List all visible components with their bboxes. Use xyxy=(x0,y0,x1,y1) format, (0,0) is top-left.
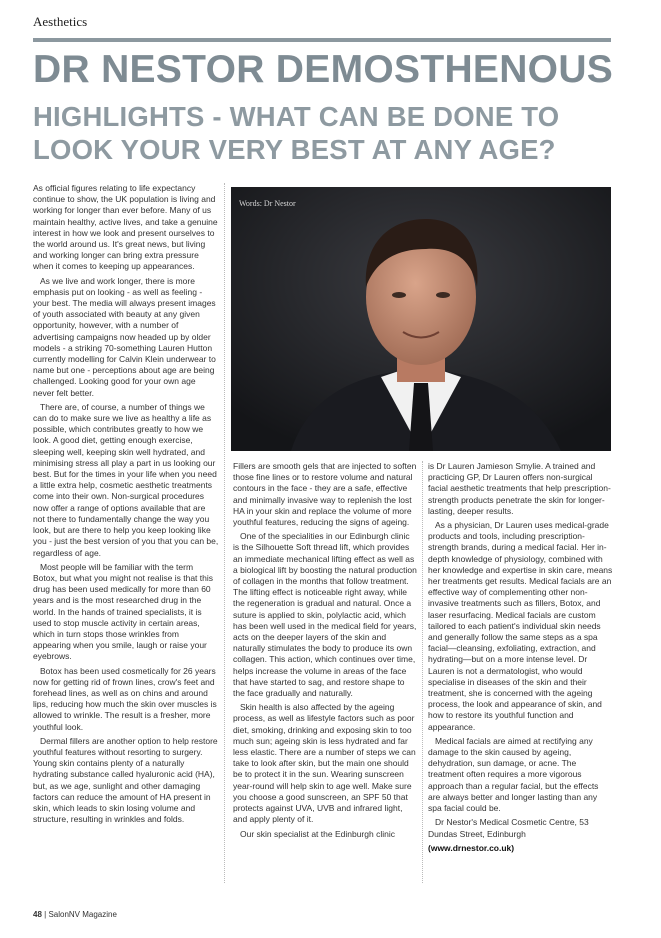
paragraph: Botox has been used cosmetically for 26 years now for getting rid of frown lines, crow's feet and forehead lines, as well as on chins and around lips, reducing how much the skin over muscles is allowed to wrinkle. The result is a fresher, more youthful look. xyxy=(33,665,217,732)
article-column-3 xyxy=(428,461,613,854)
magazine-name: SalonNV Magazine xyxy=(48,910,117,919)
article-column-1 xyxy=(33,183,219,828)
subtitle-line: LOOK YOUR VERY BEST AT ANY AGE? xyxy=(33,134,556,165)
paragraph: Fillers are smooth gels that are injected to soften those fine lines or to restore volume and natural contours in the face - they are a safe, effective and minimally invasive way to replenish the lost HA in your skin and replace the volume of more youthful features, reducing the signs of ageing. xyxy=(233,461,417,528)
subtitle-line: HIGHLIGHTS - WHAT CAN BE DONE TO xyxy=(33,101,560,132)
portrait-illustration xyxy=(231,187,611,451)
column-divider xyxy=(224,183,225,883)
page-number: 48 xyxy=(33,910,42,919)
portrait-photo xyxy=(231,187,611,451)
paragraph: As a physician, Dr Lauren uses medical-grade products and tools, including prescription-strength brands, during a medical facial. Her in-depth knowledge of physiology, combined with her knowledge and expertise in skin care, means her treatments get results. Medical facials are an effective way of complementing other non-invasive treatments such as fillers, Botox, and laser resurfacing. Medical facials are custom tailored to each patient's individual skin needs and generally follow the same steps as a spa facial—cleansing, exfoliating, extraction, and hydrating—but on a more intense level. Dr Lauren is not a dermatologist, who would specialise in diseases of the skin and their treatment, she is concerned with the ageing process, the look and appearance of skin, and how to restore its youthful function and appearance. xyxy=(428,520,613,732)
paragraph: Dermal fillers are another option to help restore youthful features without resorting to surgery. Young skin contains plenty of a naturally hydrating substance called hyaluronic acid (HA), but, as we age, sunlight and other damaging factors can reduce the amount of HA present in skin, which leads to skin losing volume and structure, resulting in wrinkles and folds. xyxy=(33,735,218,825)
page-title: DR NESTOR DEMOSTHENOUS xyxy=(33,48,614,91)
section-label: Aesthetics xyxy=(33,14,88,29)
paragraph: As official figures relating to life expectancy continue to show, the UK population is living and working for longer than ever before. Many of us maintain healthy, active lives, and take a genuine interest in how we look and present ourselves to the world around us. It's great news, but living and working longer can bring extra pressure when it comes to keeping up appearances. xyxy=(33,183,218,272)
paragraph: is Dr Lauren Jamieson Smylie. A trained and practicing GP, Dr Lauren offers non-surgical facial aesthetic treatments that help prescription-strength products penetrate the skin for longer-lasting, deeper results. xyxy=(428,461,611,516)
paragraph: Most people will be familiar with the term Botox, but what you might not realise is that this drug has been used medically for more than 60 years and is the most researched drug in the world. In the hands of trained specialists, it is used to stop muscle activity in certain areas, which in turn stops those wrinkles from appearing when you smile, laugh or raise your eyebrows. xyxy=(33,561,214,662)
paragraph: Skin health is also affected by the ageing process, as well as lifestyle factors such as poor diet, smoking, drinking and exposing skin to too much sun; ageing skin is less hydrated and far less elastic. There are a number of steps we can take to look after skin, but the main one should be to protect it in the sun. Wearing sunscreen year-round will help skin to age well. Make sure you choose a good sunscreen, an SPF 50 that protects against UVA, UVB and infrared light, and apply plenty of it. xyxy=(233,702,416,825)
website-link[interactable]: (www.drnestor.co.uk) xyxy=(428,842,515,853)
paragraph: There are, of course, a number of things we can do to make sure we live as healthy a life as possible, which contributes greatly to how we look. A good diet, getting enough exercise, sleeping well, keeping skin well hydrated, and minimising stress all play a part in us looking our best. But for the times in your life when you need a little extra help, cosmetic aesthetic treatments come into their own. Non-surgical procedures now offer a range of options available that are not there to fundamentally change the way you look, but are there to help you keep looking like you - just the best version of you that you can be, regardless of age. xyxy=(33,401,219,558)
header-rule xyxy=(33,38,611,42)
paragraph: As we live and work longer, there is more emphasis put on looking - as well as feeling - your best. The media will always present images of youth associated with beauty at any given opportunity, however, with a number of advertising campaigns now headed up by older models - a striking 70-something Lauren Hutton currently modelling for Calvin Klein underwear to name but one - perceptions about age are being challenged. Looking good for your own age never felt better. xyxy=(33,275,216,398)
photo-credit: Words: Dr Nestor xyxy=(239,199,296,208)
article-column-2 xyxy=(233,461,418,843)
paragraph: Our skin specialist at the Edinburgh clinic xyxy=(240,828,395,839)
paragraph: Dr Nestor's Medical Cosmetic Centre, 53 Dundas Street, Edinburgh xyxy=(428,817,589,839)
page-subtitle xyxy=(33,100,623,166)
page-footer xyxy=(33,910,117,919)
column-divider xyxy=(422,461,423,883)
paragraph: Medical facials are aimed at rectifying any damage to the skin caused by ageing, dehydration, sun damage, or acne. The treatment often requires a more vigorous approach than a regular facial, but the effects are always better and longer lasting than any spa facial could be. xyxy=(428,735,599,814)
footer-separator: | xyxy=(41,910,49,919)
paragraph: One of the specialities in our Edinburgh clinic is the Silhouette Soft thread lift, which provides an immediate mechanical lifting effect as well as a biological lift by boosting the natural production of collagen in the months that follow treatment. The lifting effect is noticeable right away, while the regeneration is gradual and natural. Once a suture is applied to skin, polylactic acid, which has been well used in the medical field for years, acts on the deeper layers of the skin and naturally stimulates the body to produce its own collagen. This action, which continues over time, helps increase the volume in areas of the face that have started to sag, and restore shape to the face gradually and naturally. xyxy=(233,531,417,699)
